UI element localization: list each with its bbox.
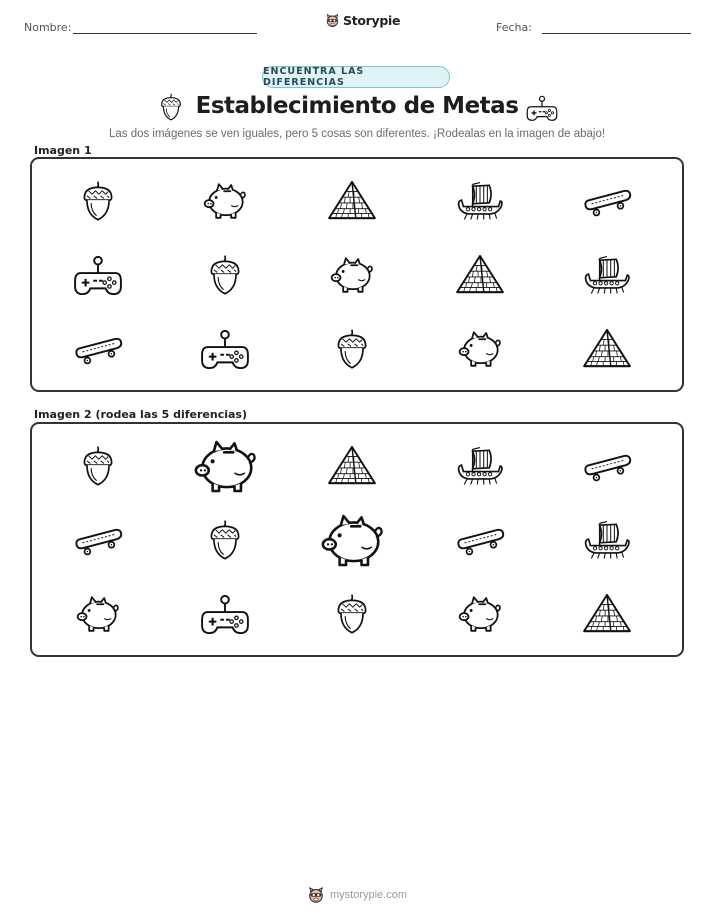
- skateboard-icon: [50, 319, 146, 379]
- brand-name: Storypie: [343, 13, 401, 28]
- piggy-bank-icon: [432, 319, 528, 379]
- piggy-bank-icon[interactable]: [432, 584, 528, 644]
- pyramid-icon: [432, 245, 528, 305]
- piggy-bank-icon: [304, 245, 400, 305]
- mascot-icon: [325, 13, 340, 28]
- piggy-bank-icon[interactable]: [304, 510, 400, 570]
- image2-label: Imagen 2 (rodea las 5 diferencias): [34, 408, 248, 421]
- skateboard-icon[interactable]: [50, 510, 146, 570]
- pyramid-icon[interactable]: [304, 436, 400, 496]
- game-controller-icon: [177, 319, 273, 379]
- game-controller-icon: [526, 94, 558, 122]
- image1-label: Imagen 1: [34, 144, 92, 157]
- piggy-bank-icon: [177, 171, 273, 231]
- acorn-icon[interactable]: [50, 436, 146, 496]
- mascot-icon: [307, 886, 325, 904]
- instructions: Las dos imágenes se ven iguales, pero 5 cosas son diferentes. ¡Rodealas en la imagen de abajo!: [108, 128, 606, 140]
- name-label: Nombre:: [24, 21, 72, 34]
- viking-ship-icon[interactable]: [432, 436, 528, 496]
- skateboard-icon: [559, 171, 655, 231]
- skateboard-icon[interactable]: [432, 510, 528, 570]
- pyramid-icon: [304, 171, 400, 231]
- acorn-icon: [177, 245, 273, 305]
- footer: [0, 886, 714, 904]
- date-label: Fecha:: [496, 21, 532, 34]
- brand-logo: [325, 13, 400, 28]
- acorn-icon[interactable]: [304, 584, 400, 644]
- name-line[interactable]: [73, 33, 257, 34]
- game-controller-icon: [50, 245, 146, 305]
- acorn-icon[interactable]: [177, 510, 273, 570]
- activity-badge: ENCUENTRA LAS DIFERENCIAS: [262, 66, 450, 88]
- game-controller-icon[interactable]: [177, 584, 273, 644]
- piggy-bank-icon[interactable]: [177, 436, 273, 496]
- image1-panel: [30, 157, 684, 392]
- pyramid-icon[interactable]: [559, 584, 655, 644]
- image2-panel[interactable]: [30, 422, 684, 657]
- date-line[interactable]: [542, 33, 691, 34]
- page-title: Establecimiento de Metas: [195, 93, 519, 119]
- acorn-icon: [304, 319, 400, 379]
- pyramid-icon: [559, 319, 655, 379]
- footer-site: mystorypie.com: [329, 889, 408, 901]
- piggy-bank-icon[interactable]: [50, 584, 146, 644]
- skateboard-icon[interactable]: [559, 436, 655, 496]
- viking-ship-icon[interactable]: [559, 510, 655, 570]
- viking-ship-icon: [559, 245, 655, 305]
- viking-ship-icon: [432, 171, 528, 231]
- acorn-icon: [50, 171, 146, 231]
